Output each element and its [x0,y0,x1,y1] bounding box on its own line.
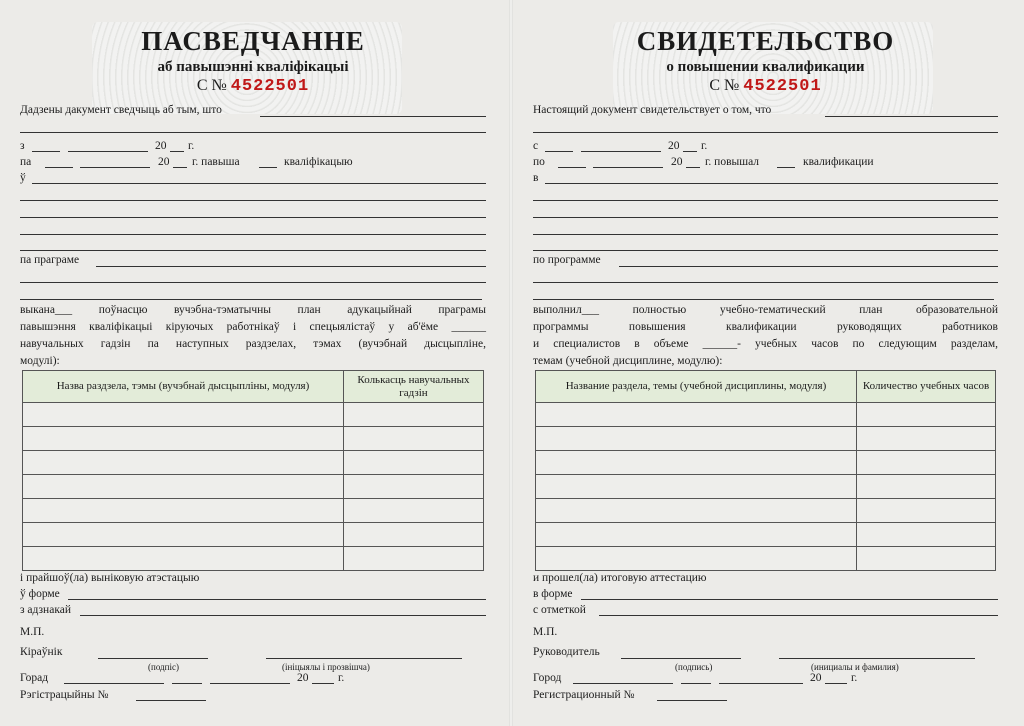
qualification-text: квалификации [803,156,874,168]
date-day-line [172,683,202,684]
institution-line-3 [533,217,998,218]
center-fold [509,0,513,726]
to-year-line [173,167,187,168]
table-cell [344,451,484,475]
from-day-line [545,151,573,152]
table-row [23,499,484,523]
table-row [23,547,484,571]
from-year-line [683,151,697,152]
attestation-text: і прайшоў(ла) выніковую атэстацыю [20,572,200,584]
institution-line-1 [545,183,998,184]
from-g: г. [701,140,708,152]
programme-line-3 [20,299,482,300]
registration-label: Регистрационный № [533,689,635,701]
institution-line-3 [20,217,486,218]
column-header-hours: Количество учебных часов [857,371,996,403]
table-cell [857,427,996,451]
signature-caption: (подпіс) [148,662,179,672]
name-signature-line [266,658,462,659]
registration-line [136,700,206,701]
paragraph-line: выкана___ поўнасцю вучэбна-тэматычны план адукацыйнай праграмы [20,304,486,316]
table-cell [536,499,857,523]
table-cell [536,523,857,547]
institution-line-2 [533,200,998,201]
to-day-line [558,167,586,168]
city-label: Горад [20,672,49,684]
in-label: в [533,172,539,184]
serial-number [533,77,998,96]
page-subtitle: аб павышэнні кваліфікацыі [157,59,349,75]
programme-line-2 [533,282,998,283]
table-row [536,523,996,547]
sections-table [22,370,484,571]
paragraph-line: программы повышения квалификации руководящих работников [533,321,998,333]
programme-line-1 [96,266,486,267]
gender-suffix-line [259,167,277,168]
mark-label: з адзнакай [20,604,71,616]
name-line [260,116,486,117]
table-cell [857,451,996,475]
head-label: Кіраўнік [20,646,63,658]
registration-line [657,700,727,701]
mark-line [599,615,998,616]
page-title: СВИДЕТЕЛЬСТВО [636,26,895,56]
date-month-line [210,683,290,684]
date-year-line [825,683,847,684]
table-row [536,475,996,499]
city-line [64,683,164,684]
table-cell [23,403,344,427]
table-cell [23,475,344,499]
table-cell [857,403,996,427]
from-year-line [170,151,184,152]
date-year: 20 [297,672,309,684]
from-day-line [32,151,60,152]
institution-line-2 [20,200,486,201]
table-cell [23,523,344,547]
mark-label: с отметкой [533,604,586,616]
table-cell [536,427,857,451]
institution-line-1 [32,183,486,184]
table-cell [536,475,857,499]
city-line [573,683,673,684]
form-label: в форме [533,588,573,600]
to-year: 20 [158,156,170,168]
table-cell [344,403,484,427]
table-cell [857,475,996,499]
institution-line-5 [20,250,486,251]
form-line [581,599,998,600]
from-label: з [20,140,25,152]
intro-text: Дадзены дакумент сведчыць аб тым, што [20,104,222,116]
serial-number [20,77,486,96]
from-label: с [533,140,539,152]
programme-line-3 [533,299,994,300]
table-cell [23,547,344,571]
qualification-text: кваліфікацыю [284,156,353,168]
serial-value: 4522501 [230,77,310,96]
table-cell [23,451,344,475]
programme-label: по программе [533,254,601,266]
to-year: 20 [671,156,683,168]
programme-line-2 [20,282,486,283]
name-line [825,116,998,117]
table-cell [857,547,996,571]
programme-line-1 [619,266,998,267]
right-page-russian [533,0,998,726]
attestation-text: и прошел(ла) итоговую аттестацию [533,572,707,584]
institution-line-4 [533,234,998,235]
institution-line-5 [533,250,998,251]
paragraph-line: навучальных гадзін па наступных раздзелах, тэмах (вучэбнай дысцыпліне, [20,338,486,350]
date-year-line [312,683,334,684]
mark-line [80,615,486,616]
gender-suffix-line [777,167,795,168]
table-row [536,427,996,451]
column-header-hours: Колькасць навучальных гадзін [344,371,484,403]
to-label: па [20,156,32,168]
paragraph-line: и специалистов в объеме ______- учебных часов по следующим разделам, [533,338,998,350]
initials-caption: (инициалы и фамилия) [811,662,899,672]
table-row [23,451,484,475]
date-g: г. [338,672,345,684]
name-signature-line [779,658,975,659]
date-year: 20 [810,672,822,684]
left-page-belarusian [20,0,486,726]
signature-caption: (подпись) [675,662,713,672]
table-cell [344,475,484,499]
institution-line-4 [20,234,486,235]
intro-text: Настоящий документ свидетельствует о том, что [533,104,772,116]
from-month-line [68,151,148,152]
serial-value: 4522501 [743,77,822,96]
sections-table [535,370,996,571]
date-month-line [719,683,803,684]
table-cell [344,523,484,547]
table-cell [344,547,484,571]
table-cell [536,403,857,427]
from-year: 20 [668,140,680,152]
stamp-place: М.П. [533,626,558,638]
table-row [536,451,996,475]
paragraph-line: темам (учебной дисциплине, модулю): [533,355,723,367]
table-row [23,427,484,451]
table-row [23,475,484,499]
form-line [68,599,486,600]
stamp-place: М.П. [20,626,45,638]
form-label: ў форме [20,588,60,600]
table-row [23,523,484,547]
column-header-section: Название раздела, темы (учебной дисциплины, модуля) [536,371,857,403]
initials-caption: (ініцыялы і прозвішча) [282,662,370,672]
signature-line [621,658,741,659]
name-line-2 [533,132,998,133]
completion-paragraph [20,302,486,370]
to-label: по [533,156,545,168]
raised-text: г. павыша [192,156,240,168]
to-day-line [45,167,73,168]
table-row [23,403,484,427]
to-year-line [686,167,700,168]
table-header-row [536,371,996,403]
signature-line [98,658,208,659]
page-subtitle: о повышении квалификации [666,59,865,75]
table-cell [857,523,996,547]
registration-label: Рэгістрацыйны № [20,689,109,701]
from-month-line [581,151,661,152]
from-g: г. [188,140,195,152]
date-g: г. [851,672,858,684]
to-month-line [80,167,150,168]
serial-prefix: С № [709,77,740,94]
in-label: ў [20,172,26,184]
city-label: Город [533,672,562,684]
table-cell [536,547,857,571]
completion-paragraph [533,302,998,370]
page-title: ПАСВЕДЧАННЕ [141,26,365,56]
paragraph-line: модулі): [20,355,60,367]
table-header-row [23,371,484,403]
table-cell [23,499,344,523]
serial-prefix: С № [196,77,227,94]
programme-label: па праграме [20,254,80,266]
from-year: 20 [155,140,167,152]
head-label: Руководитель [533,646,600,658]
table-row [536,499,996,523]
table-row [536,403,996,427]
to-month-line [593,167,663,168]
raised-text: г. повышал [705,156,760,168]
table-cell [344,427,484,451]
column-header-section: Назва раздзела, тэмы (вучэбнай дысцыпліны, модуля) [23,371,344,403]
table-cell [344,499,484,523]
date-day-line [681,683,711,684]
table-cell [857,499,996,523]
table-row [536,547,996,571]
table-cell [23,427,344,451]
paragraph-line: павышэння кваліфікацыі кіруючых работнікаў і спецыялістаў у аб'ёме ______ [20,321,486,333]
paragraph-line: выполнил___ полностью учебно-тематический план образовательной [533,304,998,316]
name-line-2 [20,132,486,133]
table-cell [536,451,857,475]
